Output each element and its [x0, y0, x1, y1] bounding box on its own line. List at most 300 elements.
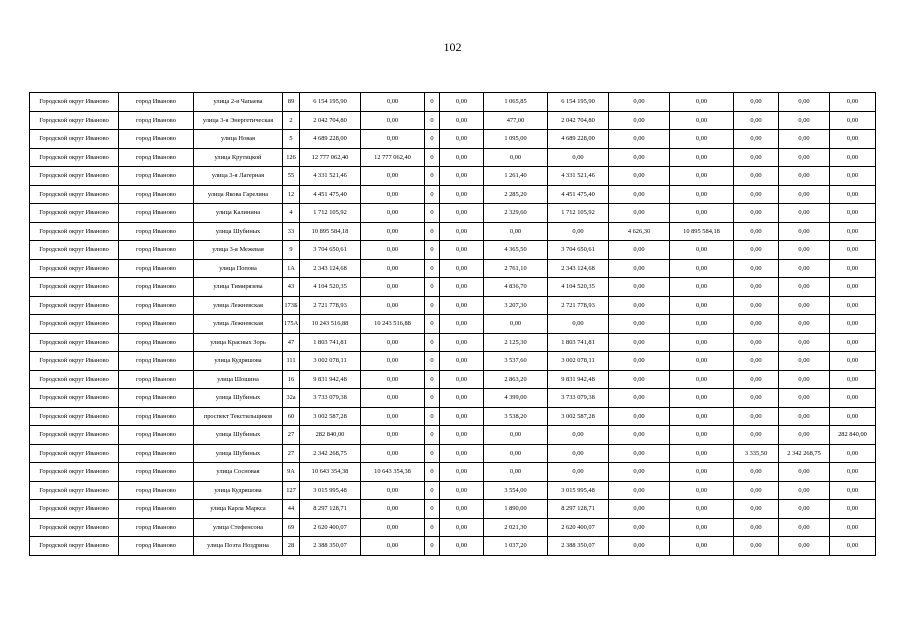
table-cell: 0,00	[734, 278, 779, 297]
table-cell: улица 3-я Лагерная	[194, 167, 283, 186]
table-cell: 2 042 704,80	[548, 111, 609, 130]
table-cell: 0,00	[779, 426, 830, 445]
table-cell: Городской округ Иваново	[30, 537, 119, 556]
table-cell: 2	[283, 111, 300, 130]
table-cell: 0,00	[609, 481, 670, 500]
table-cell: 0,00	[830, 315, 876, 334]
table-row	[30, 259, 876, 278]
table-row	[30, 444, 876, 463]
table-cell: 2 285,20	[484, 185, 548, 204]
table-cell: Городской округ Иваново	[30, 518, 119, 537]
table-cell: 0,00	[484, 315, 548, 334]
table-cell: 0,00	[440, 148, 484, 167]
table-cell: Городской округ Иваново	[30, 389, 119, 408]
table-cell: город Иваново	[119, 222, 194, 241]
table-cell: 0	[425, 352, 440, 371]
table-cell: 0,00	[670, 352, 734, 371]
table-cell: Городской округ Иваново	[30, 500, 119, 519]
table-cell: город Иваново	[119, 518, 194, 537]
table-cell: 0,00	[830, 185, 876, 204]
table-row	[30, 481, 876, 500]
table-cell: 8 297 128,71	[300, 500, 361, 519]
table-cell: 55	[283, 167, 300, 186]
table-cell: 0,00	[670, 204, 734, 223]
table-cell: Городской округ Иваново	[30, 259, 119, 278]
table-cell: улица Лежневская	[194, 296, 283, 315]
table-cell: улица Поэта Ноздрина	[194, 537, 283, 556]
table-cell: 2 125,30	[484, 333, 548, 352]
table-cell: 0,00	[361, 222, 425, 241]
table-cell: Городской округ Иваново	[30, 241, 119, 260]
table-cell: 4 451 475,40	[300, 185, 361, 204]
table-cell: 0,00	[670, 389, 734, 408]
table-cell: 0,00	[548, 222, 609, 241]
table-cell: Городской округ Иваново	[30, 333, 119, 352]
table-cell: 4 331 521,46	[300, 167, 361, 186]
table-cell: 27	[283, 444, 300, 463]
table-cell: 282 840,00	[300, 426, 361, 445]
table-cell: 4 626,30	[609, 222, 670, 241]
table-cell: 0	[425, 130, 440, 149]
table-cell: 0,00	[734, 111, 779, 130]
table-cell: 0	[425, 333, 440, 352]
table-cell: 175А	[283, 315, 300, 334]
table-cell: улица Калинина	[194, 204, 283, 223]
table-row	[30, 111, 876, 130]
table-cell: 0,00	[830, 148, 876, 167]
table-cell: 4 689 228,00	[300, 130, 361, 149]
table-cell: 9	[283, 241, 300, 260]
table-cell: 0,00	[609, 407, 670, 426]
table-cell: 0,00	[779, 537, 830, 556]
table-cell: 0	[425, 167, 440, 186]
table-cell: 0,00	[440, 185, 484, 204]
table-cell: 12 777 062,40	[300, 148, 361, 167]
table-cell: 1 065,85	[484, 93, 548, 112]
table-cell: город Иваново	[119, 167, 194, 186]
table-cell: город Иваново	[119, 148, 194, 167]
table-cell: 89	[283, 93, 300, 112]
table-cell: 0,00	[440, 518, 484, 537]
table-cell: Городской округ Иваново	[30, 444, 119, 463]
table-cell: 126	[283, 148, 300, 167]
table-cell: Городской округ Иваново	[30, 93, 119, 112]
table-cell: 2 863,20	[484, 370, 548, 389]
table-cell: 0,00	[734, 185, 779, 204]
table-cell: 0,00	[440, 278, 484, 297]
table-cell: 0,00	[830, 352, 876, 371]
table-cell: 0,00	[361, 167, 425, 186]
table-cell: 0,00	[779, 518, 830, 537]
table-cell: город Иваново	[119, 185, 194, 204]
table-cell: 0,00	[670, 481, 734, 500]
table-cell: 0,00	[734, 352, 779, 371]
table-cell: 0,00	[779, 296, 830, 315]
table-cell: 0,00	[670, 241, 734, 260]
table-row	[30, 426, 876, 445]
table-cell: 0,00	[830, 500, 876, 519]
table-cell: 4 104 520,35	[300, 278, 361, 297]
table-cell: 0,00	[670, 500, 734, 519]
table-cell: Городской округ Иваново	[30, 278, 119, 297]
table-cell: 0	[425, 426, 440, 445]
table-cell: 6 154 195,90	[548, 93, 609, 112]
table-cell: 0,00	[734, 370, 779, 389]
table-cell: 2 388 350,07	[548, 537, 609, 556]
table-cell: 2 021,30	[484, 518, 548, 537]
table-cell: город Иваново	[119, 130, 194, 149]
table-cell: 1 712 105,92	[300, 204, 361, 223]
table-cell: 0	[425, 389, 440, 408]
table-cell: 10 243 516,88	[361, 315, 425, 334]
table-cell: 0,00	[779, 481, 830, 500]
table-cell: проспект Текстильщиков	[194, 407, 283, 426]
table-cell: 0,00	[440, 352, 484, 371]
table-cell: 43	[283, 278, 300, 297]
table-cell: 0,00	[670, 315, 734, 334]
table-cell: 0,00	[440, 463, 484, 482]
table-cell: 0,00	[734, 315, 779, 334]
table-cell: 0,00	[440, 296, 484, 315]
table-cell: 12	[283, 185, 300, 204]
table-cell: 0,00	[440, 315, 484, 334]
table-cell: 2 042 704,80	[300, 111, 361, 130]
table-cell: 3 002 587,28	[300, 407, 361, 426]
table-cell: улица Красных Зорь	[194, 333, 283, 352]
table-cell: город Иваново	[119, 315, 194, 334]
table-cell: 2 388 350,07	[300, 537, 361, 556]
table-cell: 0,00	[779, 259, 830, 278]
table-cell: 10 895 584,18	[300, 222, 361, 241]
table-cell: 0,00	[830, 333, 876, 352]
table-cell: город Иваново	[119, 333, 194, 352]
table-cell: 0,00	[548, 444, 609, 463]
table-cell: 0,00	[779, 204, 830, 223]
table-cell: 12 777 062,40	[361, 148, 425, 167]
table-cell: 2 721 778,93	[300, 296, 361, 315]
table-cell: 0,00	[361, 537, 425, 556]
table-cell: 0,00	[609, 204, 670, 223]
table-cell: 9 831 942,48	[300, 370, 361, 389]
table-cell: 0	[425, 481, 440, 500]
table-cell: 0,00	[670, 167, 734, 186]
table-cell: улица Крутицкой	[194, 148, 283, 167]
table-cell: 0	[425, 444, 440, 463]
table-cell: 0,00	[670, 518, 734, 537]
table-cell: 0,00	[670, 426, 734, 445]
table-cell: улица Шошина	[194, 370, 283, 389]
table-body	[30, 93, 876, 556]
table-cell: 1А	[283, 259, 300, 278]
table-cell: 0,00	[484, 222, 548, 241]
table-cell: Городской округ Иваново	[30, 296, 119, 315]
table-cell: 3 002 078,11	[548, 352, 609, 371]
table-cell: 0,00	[734, 296, 779, 315]
table-cell: 2 342 268,75	[300, 444, 361, 463]
table-cell: 0,00	[609, 537, 670, 556]
table-row	[30, 518, 876, 537]
table-cell: 0,00	[361, 426, 425, 445]
table-cell: город Иваново	[119, 370, 194, 389]
table-cell: 44	[283, 500, 300, 519]
table-cell: 0,00	[440, 537, 484, 556]
table-cell: 0,00	[734, 241, 779, 260]
table-cell: 0,00	[779, 167, 830, 186]
table-cell: 0,00	[670, 370, 734, 389]
table-cell: 2 342 268,75	[779, 444, 830, 463]
table-cell: 0,00	[548, 315, 609, 334]
table-cell: 0,00	[548, 463, 609, 482]
table-cell: улица Попова	[194, 259, 283, 278]
table-cell: 0,00	[734, 500, 779, 519]
table-cell: 1 803 741,81	[548, 333, 609, 352]
table-cell: 3 002 078,11	[300, 352, 361, 371]
table-cell: 1 890,00	[484, 500, 548, 519]
table-cell: 0,00	[361, 296, 425, 315]
table-cell: 0,00	[361, 370, 425, 389]
table-cell: 0,00	[734, 222, 779, 241]
table-cell: 0,00	[779, 333, 830, 352]
table-cell: Городской округ Иваново	[30, 463, 119, 482]
table-cell: 0,00	[830, 130, 876, 149]
table-cell: 9 831 942,48	[548, 370, 609, 389]
table-cell: 0,00	[734, 463, 779, 482]
table-cell: город Иваново	[119, 296, 194, 315]
table-cell: Городской округ Иваново	[30, 204, 119, 223]
table-cell: город Иваново	[119, 259, 194, 278]
table-row	[30, 389, 876, 408]
table-row	[30, 130, 876, 149]
table-cell: 0,00	[440, 259, 484, 278]
table-cell: улица 3-я Межевая	[194, 241, 283, 260]
table-cell: 4 836,70	[484, 278, 548, 297]
table-cell: 10 895 584,18	[670, 222, 734, 241]
table-cell: 0,00	[548, 148, 609, 167]
table-cell: 0,00	[609, 185, 670, 204]
table-cell: 0	[425, 500, 440, 519]
table-cell: 0,00	[361, 444, 425, 463]
table-cell: Городской округ Иваново	[30, 222, 119, 241]
table-cell: улица Шубиных	[194, 426, 283, 445]
table-cell: 0,00	[440, 444, 484, 463]
table-cell: 3 538,20	[484, 407, 548, 426]
table-cell: 10 643 354,38	[300, 463, 361, 482]
table-cell: 0,00	[670, 111, 734, 130]
table-cell: 4 331 521,46	[548, 167, 609, 186]
table-cell: 0,00	[734, 407, 779, 426]
table-cell: улица Новая	[194, 130, 283, 149]
table-cell: 0,00	[361, 185, 425, 204]
table-cell: город Иваново	[119, 278, 194, 297]
table-cell: 2 329,60	[484, 204, 548, 223]
table-cell: 0,00	[609, 241, 670, 260]
table-cell: город Иваново	[119, 389, 194, 408]
table-cell: 0,00	[779, 222, 830, 241]
table-cell: Городской округ Иваново	[30, 481, 119, 500]
table-cell: улица Стефенсона	[194, 518, 283, 537]
table-cell: 0	[425, 185, 440, 204]
table-cell: 0,00	[361, 352, 425, 371]
table-cell: 0,00	[779, 463, 830, 482]
table-cell: 4	[283, 204, 300, 223]
table-cell: 0,00	[734, 389, 779, 408]
table-cell: 3 554,00	[484, 481, 548, 500]
table-cell: 0,00	[779, 315, 830, 334]
table-cell: 0,00	[779, 185, 830, 204]
table-cell: город Иваново	[119, 444, 194, 463]
table-cell: город Иваново	[119, 481, 194, 500]
table-cell: 16	[283, 370, 300, 389]
table-cell: 0,00	[670, 463, 734, 482]
table-row	[30, 315, 876, 334]
table-cell: Городской округ Иваново	[30, 111, 119, 130]
table-cell: 0,00	[440, 167, 484, 186]
table-cell: улица Шубиных	[194, 389, 283, 408]
table-cell: 4 399,00	[484, 389, 548, 408]
table-cell: 0,00	[440, 407, 484, 426]
table-cell: 0,00	[830, 463, 876, 482]
table-cell: 2 721 778,93	[548, 296, 609, 315]
table-cell: 1 261,40	[484, 167, 548, 186]
table-cell: Городской округ Иваново	[30, 407, 119, 426]
table-cell: 1 803 741,81	[300, 333, 361, 352]
table-cell: 0,00	[779, 278, 830, 297]
table-cell: 2 761,10	[484, 259, 548, 278]
table-cell: 3 537,60	[484, 352, 548, 371]
table-cell: 0,00	[779, 389, 830, 408]
table-cell: 3 704 650,61	[300, 241, 361, 260]
table-cell: город Иваново	[119, 500, 194, 519]
table-cell: 0,00	[361, 407, 425, 426]
table-cell: 127	[283, 481, 300, 500]
table-cell: 0,00	[609, 167, 670, 186]
table-cell: 0,00	[734, 518, 779, 537]
table-cell: 0,00	[609, 130, 670, 149]
table-cell: 0,00	[830, 370, 876, 389]
table-cell: 0	[425, 111, 440, 130]
table-row	[30, 352, 876, 371]
table-cell: 0,00	[440, 222, 484, 241]
table-cell: город Иваново	[119, 241, 194, 260]
table-cell: 0,00	[670, 93, 734, 112]
table-cell: 0,00	[548, 426, 609, 445]
table-cell: 0,00	[830, 111, 876, 130]
table-cell: 0,00	[609, 463, 670, 482]
table-cell: 0,00	[609, 352, 670, 371]
table-cell: 0,00	[779, 148, 830, 167]
table-cell: 0,00	[609, 389, 670, 408]
table-cell: 0	[425, 278, 440, 297]
table-cell: 0,00	[440, 426, 484, 445]
table-cell: 0,00	[440, 333, 484, 352]
table-cell: 10 643 354,38	[361, 463, 425, 482]
table-cell: 0,00	[830, 222, 876, 241]
table-cell: 0,00	[734, 93, 779, 112]
table-cell: 3 002 587,28	[548, 407, 609, 426]
table-cell: 0,00	[779, 352, 830, 371]
table-cell: Городской округ Иваново	[30, 426, 119, 445]
table-cell: 0,00	[440, 111, 484, 130]
table-cell: 3 015 995,48	[300, 481, 361, 500]
table-cell: улица Якова Гарелина	[194, 185, 283, 204]
table-cell: 0	[425, 407, 440, 426]
table-row	[30, 93, 876, 112]
table-cell: 0,00	[734, 204, 779, 223]
table-cell: 0,00	[779, 93, 830, 112]
table-cell: 3 733 079,38	[300, 389, 361, 408]
table-cell: улица 2-я Чапаева	[194, 93, 283, 112]
table-cell: 0,00	[609, 148, 670, 167]
table-row	[30, 167, 876, 186]
table-cell: 0,00	[830, 241, 876, 260]
table-cell: Городской округ Иваново	[30, 148, 119, 167]
table-cell: 2 620 400,07	[548, 518, 609, 537]
table-cell: улица Кудряшова	[194, 481, 283, 500]
table-cell: город Иваново	[119, 352, 194, 371]
table-cell: 0,00	[609, 426, 670, 445]
table-cell: улица Сосновая	[194, 463, 283, 482]
table-cell: 0,00	[670, 296, 734, 315]
table-cell: 0	[425, 315, 440, 334]
table-cell: улица Карла Маркса	[194, 500, 283, 519]
table-row	[30, 241, 876, 260]
table-row	[30, 278, 876, 297]
table-cell: 0,00	[361, 389, 425, 408]
table-cell: Городской округ Иваново	[30, 167, 119, 186]
table-cell: город Иваново	[119, 93, 194, 112]
table-cell: город Иваново	[119, 407, 194, 426]
table-cell: 0,00	[361, 518, 425, 537]
table-cell: 0,00	[609, 111, 670, 130]
table-cell: 0,00	[670, 333, 734, 352]
table-row	[30, 185, 876, 204]
table-cell: 0,00	[609, 278, 670, 297]
table-cell: 0,00	[670, 537, 734, 556]
table-cell: 0,00	[609, 259, 670, 278]
register-table	[29, 92, 876, 556]
table-cell: 0,00	[734, 148, 779, 167]
table-cell: 0,00	[670, 148, 734, 167]
table-cell: город Иваново	[119, 111, 194, 130]
table-row	[30, 407, 876, 426]
table-cell: 0,00	[779, 130, 830, 149]
table-row	[30, 500, 876, 519]
table-cell: 0	[425, 518, 440, 537]
table-cell: 0,00	[734, 537, 779, 556]
table-cell: 4 365,50	[484, 241, 548, 260]
table-cell: 0,00	[670, 278, 734, 297]
table-cell: 0,00	[830, 167, 876, 186]
table-cell: 0,00	[670, 185, 734, 204]
table-cell: 3 704 650,61	[548, 241, 609, 260]
table-cell: Городской округ Иваново	[30, 130, 119, 149]
table-cell: 173Б	[283, 296, 300, 315]
table-cell: 0,00	[484, 426, 548, 445]
table-cell: 0	[425, 296, 440, 315]
table-cell: 2 620 400,07	[300, 518, 361, 537]
table-cell: 0,00	[830, 259, 876, 278]
table-cell: 8 297 128,71	[548, 500, 609, 519]
table-cell: 0,00	[484, 463, 548, 482]
table-row	[30, 222, 876, 241]
table-cell: 0,00	[361, 93, 425, 112]
table-cell: 47	[283, 333, 300, 352]
page-number: 102	[443, 40, 462, 54]
table-cell: улица Шубиных	[194, 444, 283, 463]
table-cell: 0,00	[361, 278, 425, 297]
table-cell: 0,00	[779, 370, 830, 389]
table-cell: 33	[283, 222, 300, 241]
